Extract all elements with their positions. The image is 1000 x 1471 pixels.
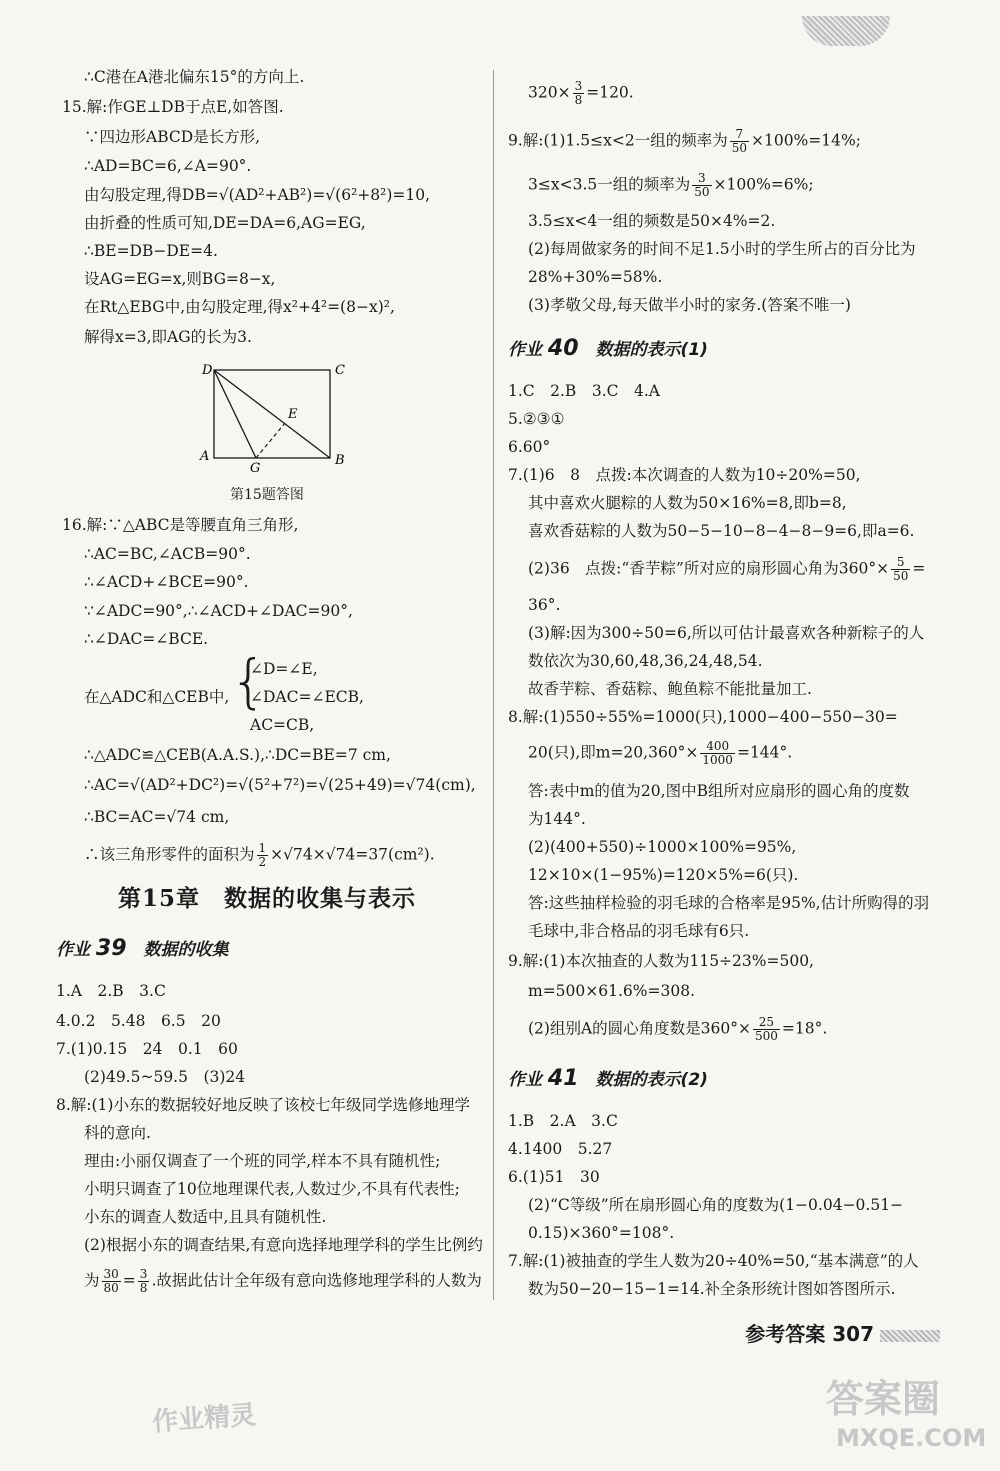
text-line: 3≤x<3.5一组的频率为 $\frac{3}{50}$ ×100%=6%; bbox=[528, 171, 814, 199]
figure-caption: 第15题答图 bbox=[230, 487, 304, 503]
fraction: $\frac{400}{1000}$ bbox=[702, 739, 733, 767]
section-heading-hw39: 作业 39 数据的收集 bbox=[56, 936, 229, 961]
text-line: 科的意向. bbox=[84, 1124, 151, 1142]
column-divider bbox=[493, 70, 494, 1300]
text-line: (2)每周做家务的时间不足1.5小时的学生所占的百分比为 bbox=[528, 240, 916, 258]
text-line: ∴C港在A港北偏东15°的方向上. bbox=[84, 68, 305, 86]
footer-label: 参考答案 bbox=[745, 1322, 826, 1346]
text-line: 7.解:(1)被抽查的学生人数为20÷40%=50,“基本满意”的人 bbox=[508, 1252, 919, 1270]
text-line: 7.(1)0.15 24 0.1 60 bbox=[56, 1040, 238, 1058]
text-line: (2)49.5~59.5 (3)24 bbox=[84, 1068, 246, 1086]
text-line: (2)(400+550)÷1000×100%=95%, bbox=[528, 838, 797, 856]
text-line: (2)36 点拨:“香芋粽”所对应的扇形圆心角为360°× $\frac{5}{50}$ = bbox=[528, 555, 926, 583]
text-line: 5.②③① bbox=[508, 410, 565, 428]
fraction: $\frac{25}{500}$ bbox=[754, 1015, 778, 1043]
text-line: ∴AC=√(AD²+DC²)=√(5²+7²)=√(25+49)=√74(cm), bbox=[84, 776, 476, 794]
text-line: ∴AC=BC,∠ACB=90°. bbox=[84, 545, 251, 563]
text-line: 4.0.2 5.48 6.5 20 bbox=[56, 1012, 221, 1030]
dashed-ge bbox=[256, 423, 285, 458]
text-line: m=500×61.6%=308. bbox=[528, 982, 695, 1000]
fraction: $\frac{3}{8}$ bbox=[574, 79, 583, 107]
text-line: 数为50−20−15−1=14.补全条形统计图如答图所示. bbox=[528, 1280, 896, 1298]
text-line: 9.解:(1)本次抽查的人数为115÷23%=500, bbox=[508, 952, 814, 970]
text-line: 小明只调查了10位地理课代表,人数过少,不具有代表性; bbox=[84, 1180, 460, 1198]
footer-decoration bbox=[880, 1330, 940, 1342]
system-line: AC=CB, bbox=[250, 716, 315, 734]
text-line: ∴∠ACD+∠BCE=90°. bbox=[84, 573, 249, 591]
text-line: (2)“C等级”所在扇形圆心角的度数为(1−0.04−0.51− bbox=[528, 1196, 904, 1214]
logo-watermark: 答案圈 bbox=[826, 1377, 941, 1421]
text-line: ∴BE=DB−DE=4. bbox=[84, 242, 218, 260]
text-line: 故香芋粽、香菇粽、鲍鱼粽不能批量加工. bbox=[528, 680, 812, 698]
text-line: 数依次为30,60,48,36,24,48,54. bbox=[528, 652, 763, 670]
system-line: ∠DAC=∠ECB, bbox=[250, 688, 364, 706]
text-line: 在Rt△EBG中,由勾股定理,得x²+4²=(8−x)², bbox=[84, 298, 395, 316]
text-line: ∴∠DAC=∠BCE. bbox=[84, 630, 209, 648]
text-line: 15.解:作GE⊥DB于点E,如答图. bbox=[62, 98, 284, 116]
text-line: 由勾股定理,得DB=√(AD²+AB²)=√(6²+8²)=10, bbox=[84, 186, 431, 204]
text-line: ∵∠ADC=90°,∴∠ACD+∠DAC=90°, bbox=[84, 602, 353, 620]
brace: { bbox=[230, 647, 267, 715]
text-line: 毛球中,非合格品的羽毛球有6只. bbox=[528, 922, 750, 940]
fraction: $\frac{30}{80}$ bbox=[103, 1267, 119, 1295]
text-line: 理由:小丽仅调查了一个班的同学,样本不具有随机性; bbox=[84, 1152, 441, 1170]
section-heading-hw40: 作业 40 数据的表示(1) bbox=[508, 336, 708, 361]
text-line: (2)组别A的圆心角度数是360°× $\frac{25}{500}$ =18°. bbox=[528, 1015, 828, 1043]
text-line: 为 $\frac{30}{80}$ = $\frac{3}{8}$ .故据此估计全年级有意向选修地理学科的人数为 bbox=[84, 1267, 482, 1295]
text-line: 其中喜欢火腿粽的人数为50×16%=8,即b=8, bbox=[528, 494, 847, 512]
fold-line-dg bbox=[214, 370, 256, 458]
text-line: ∴△ADC≌△CEB(A.A.S.),∴DC=BE=7 cm, bbox=[84, 746, 391, 764]
text-line: 12×10×(1−95%)=120×5%=6(只). bbox=[528, 866, 799, 884]
text-line: 1.B 2.A 3.C bbox=[508, 1112, 618, 1130]
text-line: ∴BC=AC=√74 cm, bbox=[84, 808, 230, 826]
label-e: E bbox=[288, 407, 298, 422]
text-line: 8.解:(1)小东的数据较好地反映了该校七年级同学选修地理学 bbox=[56, 1096, 470, 1114]
fraction: $\frac{3}{50}$ bbox=[694, 171, 710, 199]
text-line: 36°. bbox=[528, 596, 561, 614]
system-line: ∠D=∠E, bbox=[250, 660, 318, 678]
section-heading-hw41: 作业 41 数据的表示(2) bbox=[508, 1066, 708, 1091]
label-d: D bbox=[202, 363, 213, 378]
text-line: ∴AD=BC=6,∠A=90°. bbox=[84, 157, 252, 175]
text-line: 由折叠的性质可知,DE=DA=6,AG=EG, bbox=[84, 214, 366, 232]
text-line: 7.(1)6 8 点拨:本次调查的人数为10÷20%=50, bbox=[508, 466, 861, 484]
label-c: C bbox=[335, 363, 345, 378]
text-line: 9.解:(1)1.5≤x<2一组的频率为 $\frac{7}{50}$ ×100%=14%; bbox=[508, 127, 861, 155]
text-line: (3)孝敬父母,每天做半小时的家务.(答案不唯一) bbox=[528, 296, 851, 314]
text-line: 0.15)×360°=108°. bbox=[528, 1224, 675, 1242]
text-line: 3.5≤x<4一组的频数是50×4%=2. bbox=[528, 212, 776, 230]
text-line: 答:表中m的值为20,图中B组所对应扇形的圆心角的度数 bbox=[528, 782, 910, 800]
text-line: 20(只),即m=20,360°× $\frac{400}{1000}$ =144°. bbox=[528, 739, 793, 767]
text-line: 8.解:(1)550÷55%=1000(只),1000−400−550−30= bbox=[508, 708, 898, 726]
header-decoration bbox=[802, 16, 890, 46]
text-line: (2)根据小东的调查结果,有意向选择地理学科的学生比例约 bbox=[84, 1236, 483, 1254]
label-g: G bbox=[250, 461, 261, 476]
page-footer bbox=[745, 1318, 940, 1347]
label-a: A bbox=[200, 449, 210, 464]
diagonal-db bbox=[214, 370, 330, 458]
chapter-title: 第15章 数据的收集与表示 bbox=[118, 885, 417, 912]
stamp-watermark: 作业精灵 bbox=[151, 1400, 258, 1438]
text-line: 设AG=EG=x,则BG=8−x, bbox=[84, 270, 276, 288]
text-line: 喜欢香菇粽的人数为50−5−10−8−4−8−9=6,即a=6. bbox=[528, 522, 915, 540]
text-line: 答:这些抽样检验的羽毛球的合格率是95%,估计所购得的羽 bbox=[528, 894, 930, 912]
url-watermark: MXQE.COM bbox=[836, 1424, 987, 1452]
text-line: 4.1400 5.27 bbox=[508, 1140, 613, 1158]
text-line: 解得x=3,即AG的长为3. bbox=[84, 328, 252, 346]
label-b: B bbox=[335, 453, 345, 468]
text-line: (3)解:因为300÷50=6,所以可估计最喜欢各种新粽子的人 bbox=[528, 624, 925, 642]
text-line: 1.C 2.B 3.C 4.A bbox=[508, 382, 660, 400]
text-line: 小东的调查人数适中,且具有随机性. bbox=[84, 1208, 327, 1226]
page-number: 307 bbox=[832, 1322, 874, 1346]
system-prefix: 在△ADC和△CEB中, bbox=[84, 688, 230, 706]
text-line: 320× $\frac{3}{8}$ =120. bbox=[528, 79, 634, 107]
area-line: ∴该三角形零件的面积为 $\frac{1}{2}$ ×√74×√74=37(cm²). bbox=[84, 841, 435, 869]
fraction: $\frac{7}{50}$ bbox=[731, 127, 747, 155]
text-line: 为144°. bbox=[528, 810, 586, 828]
text-line: 16.解:∵△ABC是等腰直角三角形, bbox=[62, 516, 299, 534]
text-line: 6.(1)51 30 bbox=[508, 1168, 600, 1186]
fraction: $\frac{3}{8}$ bbox=[139, 1267, 148, 1295]
text-line: 6.60° bbox=[508, 438, 551, 456]
fraction: $\frac{5}{50}$ bbox=[893, 555, 909, 583]
text-line: 1.A 2.B 3.C bbox=[56, 982, 166, 1000]
fraction: $\frac{1}{2}$ bbox=[258, 841, 267, 869]
text-line: 28%+30%=58%. bbox=[528, 268, 663, 286]
text-line: ∵四边形ABCD是长方形, bbox=[84, 128, 261, 146]
geometry-figure bbox=[192, 360, 352, 476]
